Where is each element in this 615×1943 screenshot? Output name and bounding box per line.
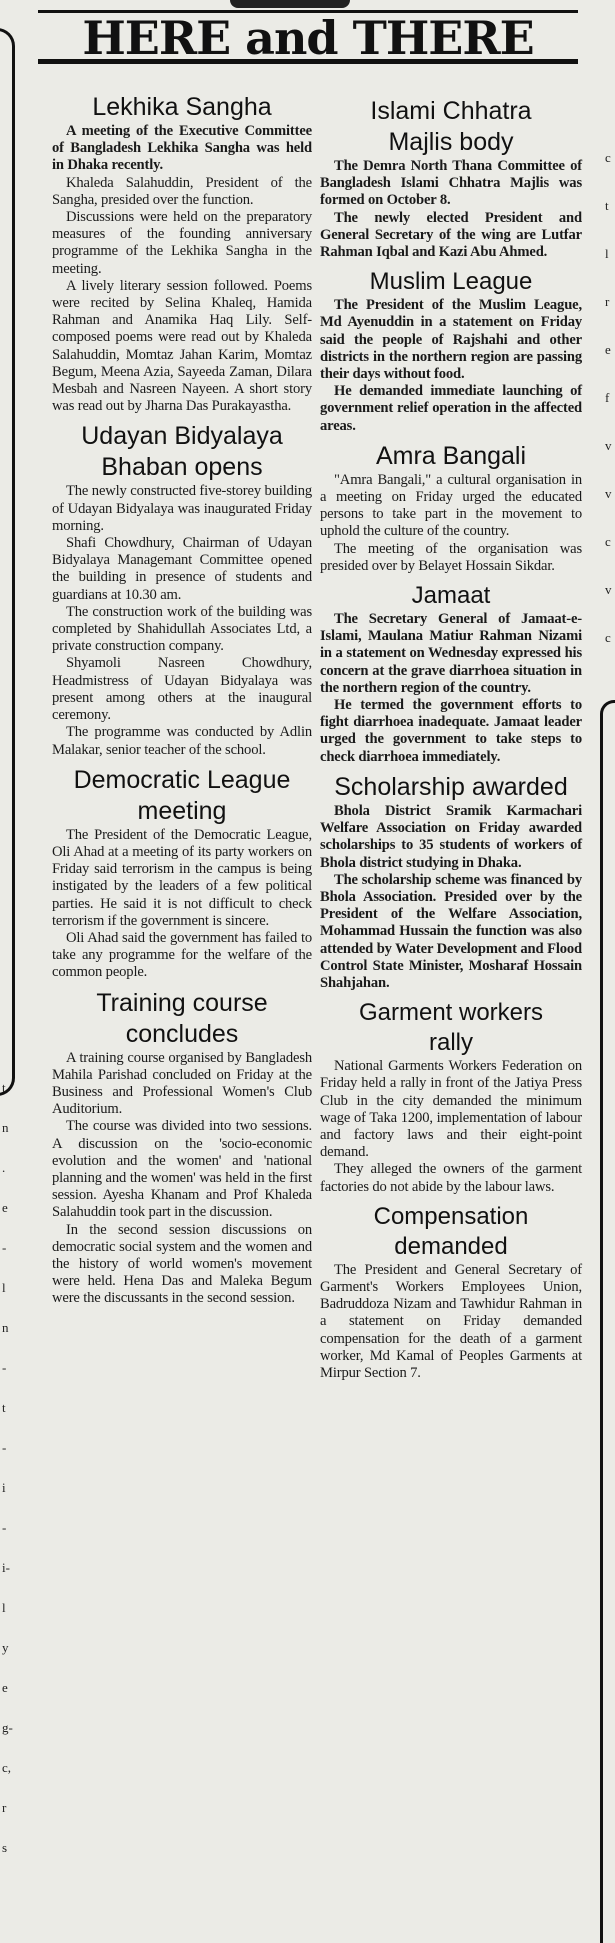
edge-fragment-text: t [2,1400,6,1415]
article-headline: concludes [125,1019,239,1048]
article-paragraph: The President and General Secretary of Garment's Workers Employees Union, Badruddoza Nizam and Tawhidur Rahman in a statement on Friday demanded compensation for the death of a garment worker, Md Kamal of Peoples Garments at Mirpur Section 7. [320,1261,582,1381]
article-paragraph: Khaleda Salahuddin, President of the Sangha, presided over the function. [52,174,312,208]
edge-fragment-text: t [605,198,609,213]
edge-fragment-text: l [2,1280,6,1295]
article-headline: Compensation [373,1202,529,1230]
article-headline: demanded [394,1232,508,1260]
edge-fragment-text: c [605,150,611,165]
article-headline: Garment workers [358,999,544,1027]
edge-fragment-text: - [2,1360,7,1375]
article-paragraph: Discussions were held on the preparatory measures of the founding anniversary programme of the Lekhika Sangha in the meeting. [52,209,312,277]
article-paragraph: The Secretary General of Jamaat-e-Islami, Maulana Matiur Rahman Nizami in a statement on Wednesday expressed his concern at the grave diarrhoea situation in the northern region of the country. [320,611,582,696]
article [320,441,582,581]
article-headline: Scholarship awarded [334,772,568,801]
edge-fragment-text: r [2,1800,7,1815]
article [52,988,312,1314]
article-paragraph: Shafi Chowdhury, Chairman of Udayan Bidyalaya Managemant Committee opened the building in presence of students and guardians at 10.30 am. [52,535,312,603]
edge-fragment-text: v [605,582,612,597]
edge-fragment-text: e [2,1200,8,1215]
edge-fragment-text: i- [2,1560,10,1575]
edge-fragment-text: g- [2,1720,13,1735]
left-edge-fragments [0,1080,14,1910]
article-paragraph: A training course organised by Bangladesh Mahila Parishad concluded on Friday at the Business and Professional Women's Club Auditorium. [52,1049,312,1118]
article-paragraph: The newly elected President and General Secretary of the wing are Lutfar Rahman Iqbal and Kazi Abu Ahmed. [320,209,582,261]
article-headline: rally [428,1029,473,1057]
article-headline: Democratic League [73,765,291,794]
article-paragraph: The Demra North Thana Committee of Bangladesh Islami Chhatra Majlis was formed on October 8. [320,158,582,209]
article-paragraph: They alleged the owners of the garment factories do not abide by the labour laws. [320,1161,582,1195]
edge-fragment-text: e [2,1680,8,1695]
article [320,581,582,772]
article-headline: Majlis body [388,128,514,156]
article [320,267,582,441]
article-paragraph: A meeting of the Executive Committee of Bangladesh Lekhika Sangha was held in Dhaka recently. [52,123,312,174]
article-paragraph: He demanded immediate launching of government relief operation in the affected areas. [320,383,582,434]
article [52,765,312,988]
article-headline: Islami Chhatra [370,97,532,125]
article-paragraph: The course was divided into two sessions. A discussion on the 'socio-economic evolution and the women' and 'national planning and the women' was held in the first session. Ayesha Khanam and Prof Khaleda Salahuddin took part in the discussion. [52,1118,312,1221]
article-paragraph: The President of the Muslim League, Md Ayenuddin in a statement on Friday said the people of Rajshahi and other districts in the northern region are passing their days without food. [320,297,582,383]
article-paragraph: The programme was conducted by Adlin Malakar, senior teacher of the school. [52,724,312,758]
article-headline: Bhaban opens [101,453,263,482]
article-paragraph: The newly constructed five-storey building of Udayan Bidyalaya was inaugurated Friday morning. [52,483,312,534]
left-column [52,92,312,1314]
edge-fragment-text: e [605,342,611,357]
edge-fragment-text: f [605,390,610,405]
edge-fragment-text: c [605,534,611,549]
article-paragraph: Oli Ahad said the government has failed to take any programme for the welfare of the common people. [52,929,312,981]
edge-fragment-text: v [605,486,612,501]
article-headline: Lekhika Sangha [92,93,272,121]
edge-fragment-text: t [2,1080,6,1095]
article-paragraph: The construction work of the building was completed by Shahidullah Associates Ltd, a private construction company. [52,603,312,655]
torn-edge-mark [230,0,350,8]
right-border-rule [600,700,615,1943]
article [320,1202,582,1388]
article [320,998,582,1202]
article [320,772,582,998]
article-paragraph: Bhola District Sramik Karmachari Welfare Association on Friday awarded scholarships to 35 students of workers of Bhola district studying in Dhaka. [320,802,582,871]
edge-fragment-text: s [2,1840,8,1855]
edge-fragment-text: - [2,1440,7,1455]
edge-fragment-text: n [2,1320,9,1335]
masthead-title: HERE and THERE [82,11,534,65]
article [52,92,312,421]
edge-fragment-text: c [605,630,611,645]
edge-fragment-text: - [2,1520,7,1535]
article-paragraph: A lively literary session followed. Poems were recited by Selina Khaleq, Hamida Rahman and Anamika Haq Lily. Self-composed poems were read out by Khaleda Salahuddin, Momtaz Jahan Karim, Momtaz Begum, Meena Azia, Sayeeda Zaman, Dilara Mesbah and Nasreen Nayeen. A short story was read out by Jharna Das Purakayastha. [52,277,312,415]
left-border-rule [0,28,15,1096]
edge-fragment-text: - [2,1240,7,1255]
article-headline: Training course [96,988,268,1017]
article-headline: Muslim League [369,268,533,296]
edge-fragment-text: n [2,1120,9,1135]
article-headline: meeting [137,796,227,825]
article-paragraph: In the second session discussions on democratic social system and the women and the history of world women's movement were held. Hena Das and Maleka Begum were the discussants in the second session. [52,1221,312,1307]
article-paragraph: The meeting of the organisation was presided over by Belayet Hossain Sikdar. [320,540,582,574]
article-paragraph: He termed the government efforts to fight diarrhoea inadequate. Jamaat leader urged the government to take steps to check diarrhoea immediately. [320,697,582,765]
article-headline: Jamaat [411,582,491,610]
edge-fragment-text: v [605,438,612,453]
article-headline: Udayan Bidyalaya [81,422,283,451]
article [52,421,312,764]
article [320,96,582,267]
edge-fragment-text: l [2,1600,6,1615]
masthead [38,10,578,64]
edge-fragment-text: l [605,246,609,261]
article-paragraph: "Amra Bangali," a cultural organisation in a meeting on Friday urged the educated persons to take part in the movement to uphold the culture of the country. [320,471,582,540]
edge-fragment-text: r [605,294,610,309]
article-paragraph: The President of the Democratic League, Oli Ahad at a meeting of its party workers on Friday said terrorism in the campus is being instigated by the leaders of a few political parties. He said it is not difficult to check terrorism if the government is sincere. [52,826,312,929]
edge-fragment-text: y [2,1640,9,1655]
edge-fragment-text: c, [2,1760,12,1775]
article-paragraph: The scholarship scheme was financed by Bhola Association. Presided over by the President of the Welfare Association, Mohammad Hussain the function was also attended by Water Development and Flood Control State Minister, Mosharaf Hossain Shahjahan. [320,871,582,991]
edge-fragment-text: i [2,1480,6,1495]
article-paragraph: Shyamoli Nasreen Chowdhury, Headmistress of Udayan Bidyalaya was present among others at the inaugural ceremony. [52,655,312,724]
article-headline: Amra Bangali [375,441,527,470]
right-edge-fragments [604,150,615,710]
edge-fragment-text: . [2,1160,6,1175]
right-column [320,96,582,1388]
article-paragraph: National Garments Workers Federation on Friday held a rally in front of the Jatiya Press Club in the city demanded the minimum wage of Taka 1200, implementation of labour and factory laws and their eight-point demand. [320,1058,582,1161]
